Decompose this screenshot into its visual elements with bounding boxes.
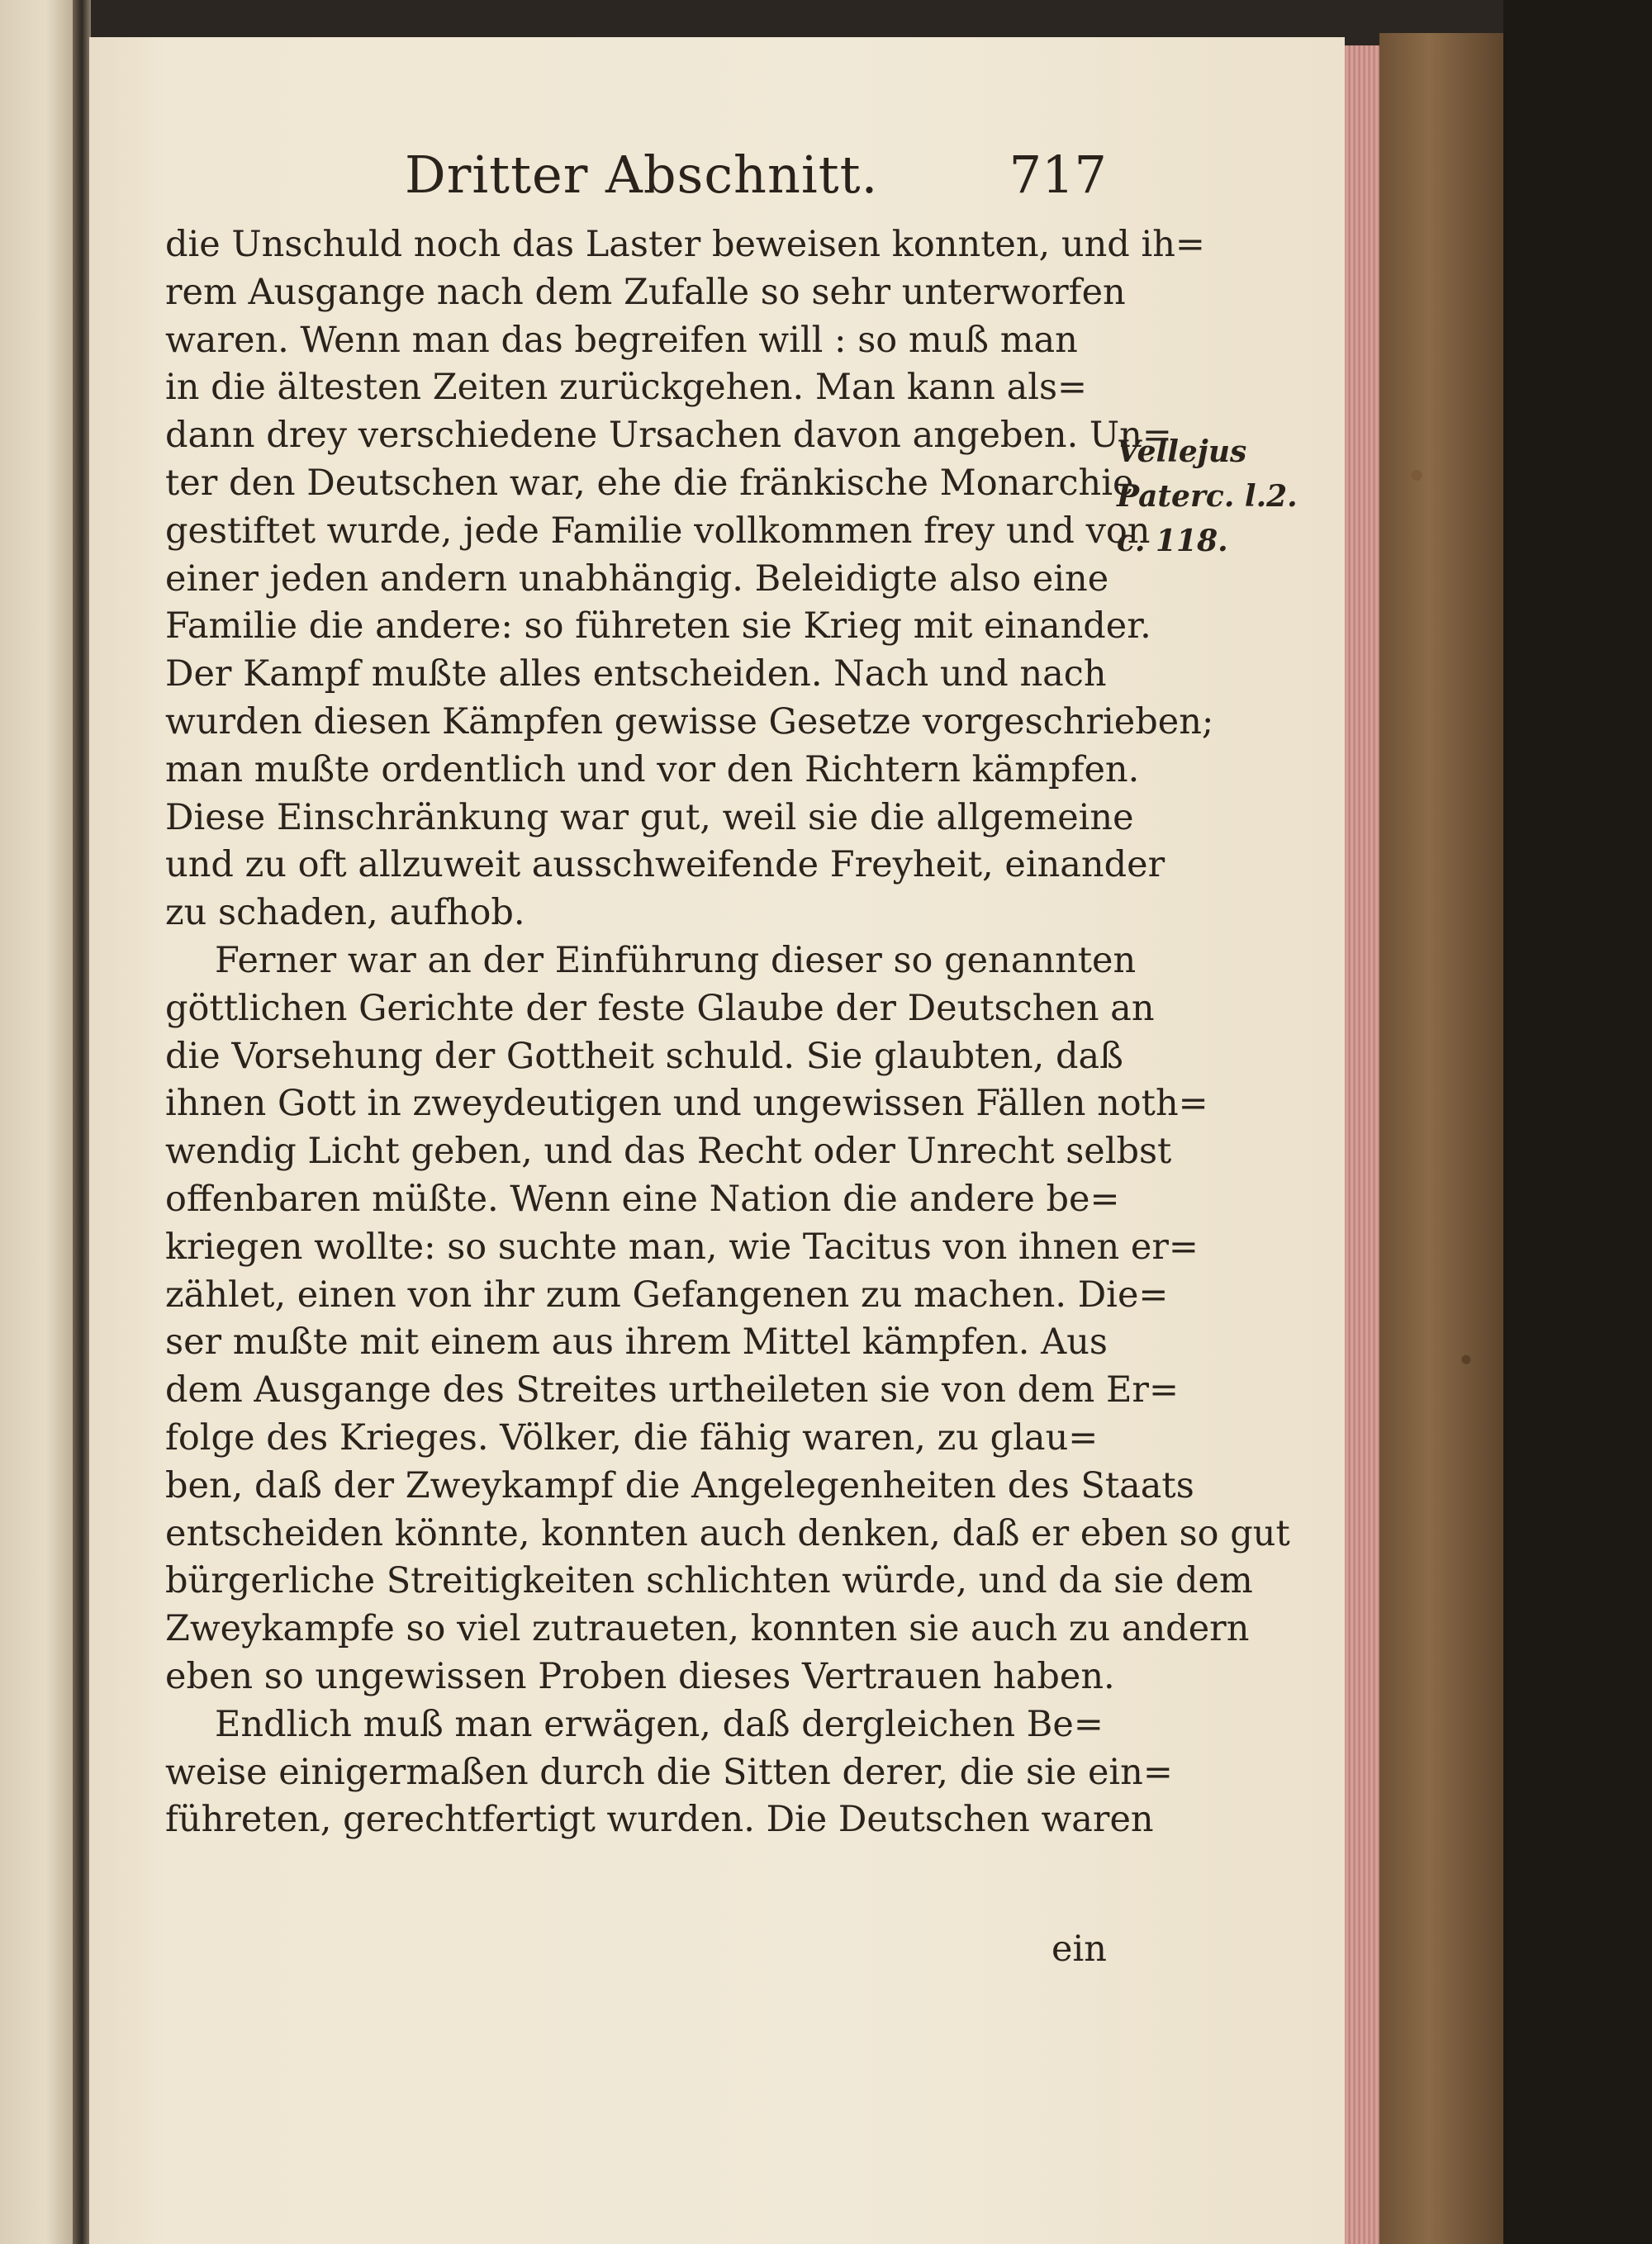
text-line: Diese Einschränkung war gut, weil sie die allgemeine (165, 796, 1134, 838)
text-line: kriegen wollte: so suchte man, wie Tacitus von ihnen er= (165, 1226, 1199, 1268)
text-line: göttlichen Gerichte der feste Glaube der Deutschen an (165, 987, 1155, 1029)
facing-page-edge (0, 0, 76, 2244)
text-line: Ferner war an der Einführung dieser so genannten (215, 939, 1137, 981)
text-line: wendig Licht geben, und das Recht oder Unrecht selbst (165, 1131, 1172, 1173)
text-line: in die ältesten Zeiten zurückgehen. Man kann als= (165, 367, 1088, 409)
page-number: 717 (1009, 145, 1107, 205)
text-line: führeten, gerechtfertigt wurden. Die Deutschen waren (165, 1799, 1154, 1841)
page-edges (1345, 45, 1379, 2244)
margin-note (1117, 429, 1315, 563)
text-line: zu schaden, aufhob. (165, 892, 525, 934)
text-line: eben so ungewissen Proben dieses Vertrauen haben. (165, 1655, 1115, 1697)
margin-note-line: Paterc. l.2. (1117, 479, 1298, 514)
text-line: ter den Deutschen war, ehe die fränkische Monarchie (165, 462, 1134, 504)
running-head: Dritter Abschnitt. (405, 145, 879, 205)
text-line: weise einigermaßen durch die Sitten derer, die sie ein= (165, 1751, 1173, 1793)
book-gutter (73, 0, 91, 2244)
text-line: bürgerliche Streitigkeiten schlichten würde, und da sie dem (165, 1560, 1253, 1602)
margin-note-line: c. 118. (1117, 524, 1228, 558)
text-line: folge des Krieges. Völker, die fähig waren, zu glau= (165, 1416, 1099, 1459)
text-line: Familie die andere: so führeten sie Krieg mit einander. (165, 605, 1151, 648)
text-line: man mußte ordentlich und vor den Richtern kämpfen. (165, 748, 1140, 790)
background (1503, 0, 1652, 2244)
text-line: gestiftet wurde, jede Familie vollkommen frey und von (165, 510, 1151, 552)
text-line: die Unschuld noch das Laster beweisen konnten, und ih= (165, 224, 1205, 265)
text-line: ser mußte mit einem aus ihrem Mittel kämpfen. Aus (165, 1321, 1108, 1364)
text-line: entscheiden könnte, konnten auch denken, daß er eben so gut (165, 1512, 1290, 1554)
text-line: zählet, einen von ihr zum Gefangenen zu machen. Die= (165, 1274, 1169, 1316)
text-line: Der Kampf mußte alles entscheiden. Nach und nach (165, 653, 1107, 695)
text-line: ihnen Gott in zweydeutigen und ungewissen Fällen noth= (165, 1083, 1208, 1125)
text-line: Zweykampfe so viel zutraueten, konnten sie auch zu andern (165, 1608, 1250, 1650)
text-line: dem Ausgange des Streites urtheileten sie von dem Er= (165, 1369, 1179, 1411)
text-line: einer jeden andern unabhängig. Beleidigte also eine (165, 557, 1109, 600)
book-cover (1379, 33, 1503, 2244)
catchword: ein (1051, 1929, 1107, 1970)
text-line: waren. Wenn man das begreifen will : so muß man (165, 319, 1078, 361)
text-line: offenbaren müßte. Wenn eine Nation die andere be= (165, 1178, 1120, 1220)
text-line: dann drey verschiedene Ursachen davon angeben. Un= (165, 415, 1172, 457)
text-line: rem Ausgange nach dem Zufalle so sehr unterworfen (165, 271, 1126, 313)
text-line: Endlich muß man erwägen, daß dergleichen Be= (215, 1703, 1104, 1745)
text-line: wurden diesen Kämpfen gewisse Gesetze vorgeschrieben; (165, 700, 1214, 742)
margin-note-line: Vellejus (1117, 434, 1247, 469)
page-header (405, 145, 1107, 211)
text-line: ben, daß der Zweykampf die Angelegenheiten des Staats (165, 1464, 1194, 1506)
text-line: die Vorsehung der Gottheit schuld. Sie glaubten, daß (165, 1035, 1123, 1077)
text-line: und zu oft allzuweit ausschweifende Freyheit, einander (165, 844, 1165, 886)
